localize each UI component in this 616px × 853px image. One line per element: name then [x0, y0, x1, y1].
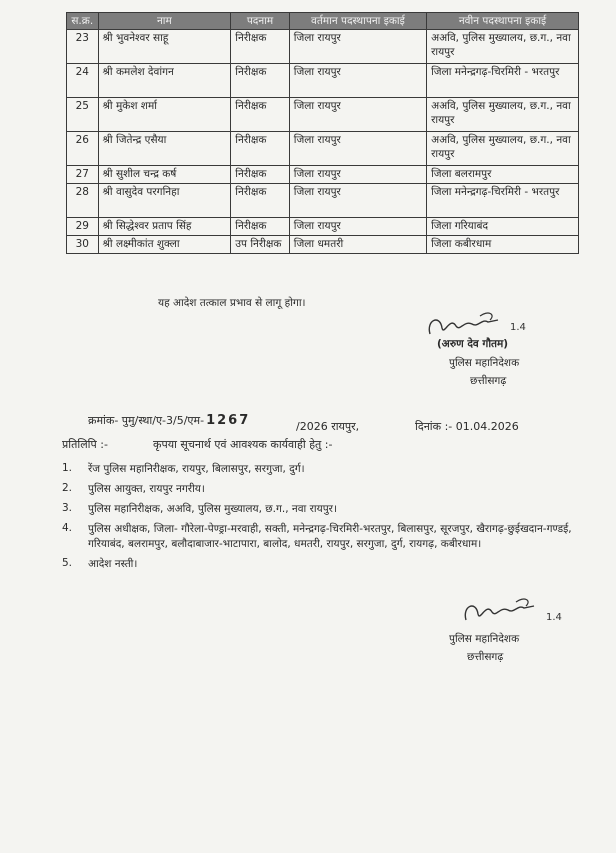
row-current: जिला रायपुर	[289, 98, 426, 132]
list-item-number: 1.	[62, 462, 73, 474]
list-item	[56, 462, 576, 477]
signatory-title: पुलिस महानिदेशक	[449, 357, 520, 369]
list-item-text: पुलिस महानिरीक्षक, अअवि, पुलिस मुख्यालय, छ.ग., नवा रायपुर।	[88, 503, 337, 515]
row-current: जिला रायपुर	[289, 166, 426, 184]
row-name: श्री सुशील चन्द्र कर्ष	[98, 166, 231, 184]
svg-text:1.4: 1.4	[546, 612, 562, 623]
row-rank: निरीक्षक	[231, 30, 290, 64]
row-rank: निरीक्षक	[231, 184, 290, 218]
signatory-2-state: छत्तीसगढ़	[467, 651, 504, 663]
table-header-row	[67, 13, 579, 30]
table-row	[67, 64, 579, 98]
table-row	[67, 132, 579, 166]
row-new: अअवि, पुलिस मुख्यालय, छ.ग., नवा रायपुर	[427, 98, 579, 132]
row-sno: 23	[67, 30, 99, 64]
row-current: जिला रायपुर	[289, 132, 426, 166]
list-item	[56, 502, 576, 517]
header-new-posting: नवीन पदस्थापना इकाई	[427, 13, 579, 30]
list-item-text: रेंज पुलिस महानिरीक्षक, रायपुर, बिलासपुर, सरगुजा, दुर्ग।	[88, 463, 305, 475]
header-name: नाम	[98, 13, 231, 30]
row-rank: निरीक्षक	[231, 98, 290, 132]
copy-list	[56, 462, 576, 577]
table-row	[67, 166, 579, 184]
order-year-place: /2026 रायपुर,	[296, 420, 360, 433]
row-name: श्री कमलेश देवांगन	[98, 64, 231, 98]
row-rank: निरीक्षक	[231, 166, 290, 184]
svg-text:1.4: 1.4	[510, 322, 526, 333]
list-item	[56, 482, 576, 497]
row-new: जिला मनेन्द्रगढ़-चिरमिरी - भरतपुर	[427, 184, 579, 218]
effective-note: यह आदेश तत्काल प्रभाव से लागू होगा।	[158, 297, 306, 309]
copy-label: प्रतिलिपि :-	[62, 438, 108, 451]
row-new: जिला मनेन्द्रगढ़-चिरमिरी - भरतपुर	[427, 64, 579, 98]
list-item-number: 2.	[62, 482, 73, 494]
table-row	[67, 236, 579, 254]
list-item	[56, 522, 576, 552]
row-rank: निरीक्षक	[231, 132, 290, 166]
copy-intro: कृपया सूचनार्थ एवं आवश्यक कार्यवाही हेतु :-	[153, 438, 333, 451]
row-new: जिला गरियाबंद	[427, 218, 579, 236]
signature-2	[460, 594, 580, 630]
signatory-2-title: पुलिस महानिदेशक	[449, 633, 520, 645]
header-sno: स.क्र.	[67, 13, 99, 30]
list-item-text: आदेश नस्ती।	[88, 558, 138, 570]
row-name: श्री जितेन्द्र एसैया	[98, 132, 231, 166]
list-item-number: 3.	[62, 502, 73, 514]
header-rank: पदनाम	[231, 13, 290, 30]
row-sno: 26	[67, 132, 99, 166]
order-number	[88, 413, 252, 428]
order-date: दिनांक :- 01.04.2026	[415, 420, 519, 433]
table-row	[67, 218, 579, 236]
row-name: श्री लक्ष्मीकांत शुक्ला	[98, 236, 231, 254]
row-sno: 24	[67, 64, 99, 98]
table-row	[67, 30, 579, 64]
row-name: श्री सिद्धेश्वर प्रताप सिंह	[98, 218, 231, 236]
row-current: जिला रायपुर	[289, 184, 426, 218]
row-current: जिला रायपुर	[289, 64, 426, 98]
header-current-posting: वर्तमान पदस्थापना इकाई	[289, 13, 426, 30]
signatory-name: (अरुण देव गौतम)	[437, 338, 509, 350]
row-sno: 27	[67, 166, 99, 184]
order-prefix: क्रमांक- पुमु/स्था/ए-3/5/एम-	[88, 414, 205, 427]
row-new: जिला बलरामपुर	[427, 166, 579, 184]
row-sno: 28	[67, 184, 99, 218]
row-sno: 30	[67, 236, 99, 254]
row-new: जिला कबीरधाम	[427, 236, 579, 254]
transfer-table	[66, 12, 579, 254]
row-rank: निरीक्षक	[231, 218, 290, 236]
row-rank: उप निरीक्षक	[231, 236, 290, 254]
row-current: जिला धमतरी	[289, 236, 426, 254]
signatory-state: छत्तीसगढ़	[470, 375, 507, 387]
table-row	[67, 98, 579, 132]
table-row	[67, 184, 579, 218]
row-name: श्री वासुदेव परगनिहा	[98, 184, 231, 218]
row-rank: निरीक्षक	[231, 64, 290, 98]
row-new: अअवि, पुलिस मुख्यालय, छ.ग., नवा रायपुर	[427, 132, 579, 166]
list-item-text: पुलिस अधीक्षक, जिला- गौरेला-पेण्ड्रा-मरवाही, सक्ती, मनेन्द्रगढ़-चिरमिरी-भरतपुर, बिलासपुर, सूरजपुर, खैरागढ़-छुईखदान-गण्डई, गरियाबंद, बलरामपुर, बलौदाबाजार-भाटापारा, बालोद, धमतरी, रायपुर, सरगुजा, दुर्ग, रायगढ़, कबीरधाम।	[88, 523, 572, 550]
order-number-value: 1267	[206, 413, 251, 428]
row-sno: 29	[67, 218, 99, 236]
row-sno: 25	[67, 98, 99, 132]
list-item	[56, 557, 576, 572]
list-item-number: 5.	[62, 557, 73, 569]
row-name: श्री मुकेश शर्मा	[98, 98, 231, 132]
list-item-text: पुलिस आयुक्त, रायपुर नगरीय।	[88, 483, 205, 495]
row-name: श्री भुवनेश्वर साहू	[98, 30, 231, 64]
row-new: अअवि, पुलिस मुख्यालय, छ.ग., नवा रायपुर	[427, 30, 579, 64]
list-item-number: 4.	[62, 522, 73, 534]
row-current: जिला रायपुर	[289, 30, 426, 64]
row-current: जिला रायपुर	[289, 218, 426, 236]
